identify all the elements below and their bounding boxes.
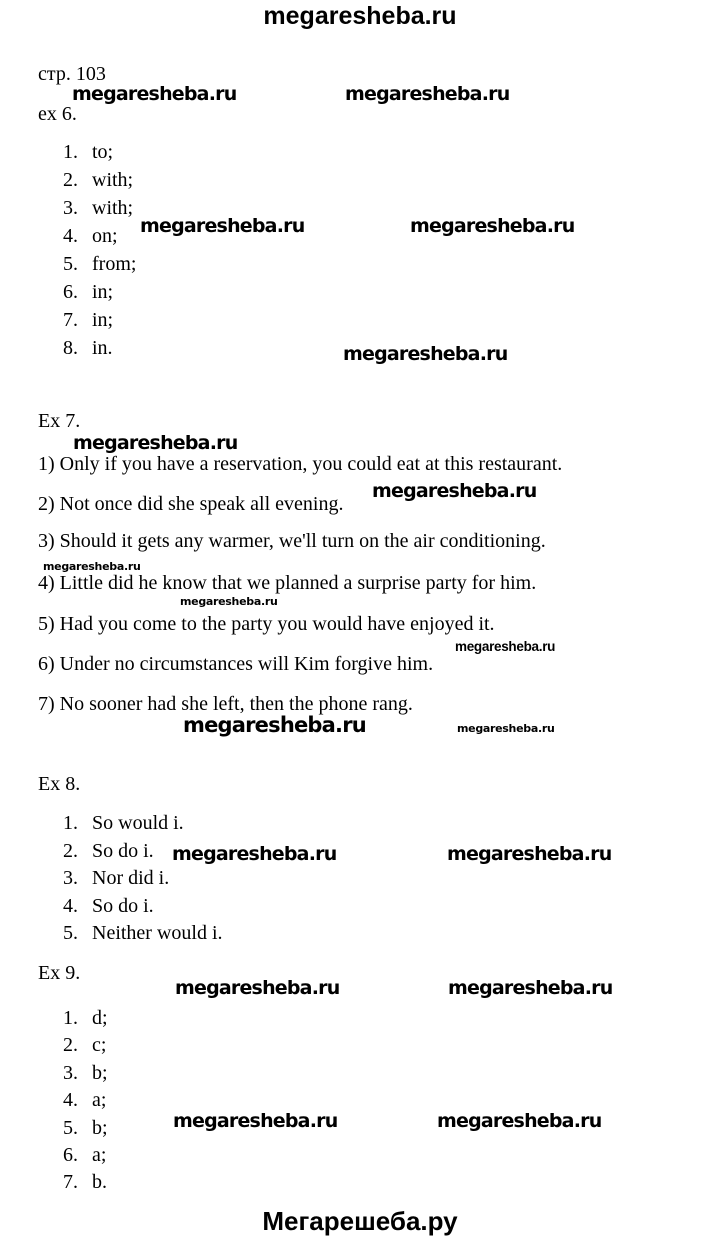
list-item-text: with; (92, 197, 134, 219)
sentence: 1) Only if you have a reservation, you could eat at this restaurant. (38, 453, 563, 475)
sentence: 7) No sooner had she left, then the phone rang. (38, 693, 413, 715)
list-item (63, 306, 136, 334)
list-item-number: 8. (63, 337, 78, 359)
list-item-number: 7. (63, 309, 78, 331)
watermark: megaresheba.ru (172, 843, 337, 865)
list-item-number: 1. (63, 141, 78, 163)
list-item-number: 6. (63, 1144, 78, 1167)
list-item-text: So do i. (92, 894, 154, 917)
list-item-number: 5. (63, 1116, 78, 1139)
list-item-number: 5. (63, 253, 78, 275)
list-item-text: b; (92, 1061, 108, 1084)
sentence: 4) Little did he know that we planned a surprise party for him. (38, 572, 537, 594)
list-item (63, 250, 136, 278)
list-item-text: in; (92, 309, 114, 331)
list-item-text: with; (92, 169, 134, 191)
list-item-number: 2. (63, 839, 78, 862)
watermark: megaresheba.ru (140, 215, 305, 237)
list-item (63, 1087, 108, 1114)
list-item-text: c; (92, 1034, 107, 1057)
list-item (63, 1115, 108, 1142)
site-watermark-header: megaresheba.ru (263, 2, 457, 30)
watermark: megaresheba.ru (343, 343, 508, 365)
list-item-number: 1. (63, 812, 78, 834)
list-item (63, 1142, 108, 1169)
exercise-6-heading: ex 6. (38, 103, 77, 125)
watermark: megaresheba.ru (457, 722, 555, 735)
exercise-9-list (63, 1005, 108, 1197)
list-item-text: Nor did i. (92, 867, 170, 889)
list-item-number: 2. (63, 169, 78, 191)
list-item (63, 1032, 108, 1059)
watermark: megaresheba.ru (173, 1110, 338, 1132)
watermark: megaresheba.ru (72, 83, 237, 105)
list-item-text: b. (92, 1171, 107, 1194)
list-item-number: 6. (63, 281, 78, 303)
list-item (63, 893, 223, 921)
watermark: megaresheba.ru (180, 595, 278, 608)
watermark: megaresheba.ru (73, 432, 238, 454)
exercise-6-list (63, 138, 136, 362)
list-item-number: 7. (63, 1171, 78, 1194)
list-item-text: So would i. (92, 812, 184, 834)
watermark: megaresheba.ru (43, 560, 141, 573)
list-item-text: a; (92, 1144, 107, 1167)
sentence: 2) Not once did she speak all evening. (38, 493, 344, 515)
list-item (63, 194, 136, 222)
list-item-number: 4. (63, 894, 78, 917)
list-item-text: in. (92, 337, 113, 359)
watermark: megaresheba.ru (183, 713, 366, 737)
page-reference: стр. 103 (38, 63, 106, 85)
list-item-number: 3. (63, 867, 78, 889)
exercise-8-list (63, 810, 223, 948)
watermark: megaresheba.ru (410, 215, 575, 237)
sentence: 3) Should it gets any warmer, we'll turn on the air conditioning. (38, 530, 546, 552)
list-item (63, 166, 136, 194)
watermark: megaresheba.ru (455, 639, 556, 654)
list-item (63, 138, 136, 166)
exercise-8-heading: Ex 8. (38, 773, 81, 795)
list-item-text: in; (92, 281, 114, 303)
list-item (63, 920, 223, 948)
list-item-number: 4. (63, 1089, 78, 1112)
footer-brand: Мегарешеба.ру (262, 1206, 458, 1236)
list-item-number: 2. (63, 1034, 78, 1057)
exercise-7-heading: Ex 7. (38, 410, 81, 432)
list-item-number: 3. (63, 1061, 78, 1084)
list-item-text: d; (92, 1007, 108, 1029)
list-item-text: from; (92, 253, 137, 275)
list-item (63, 1005, 108, 1032)
list-item (63, 810, 223, 838)
list-item-number: 5. (63, 922, 78, 944)
list-item-text: b; (92, 1116, 108, 1139)
watermark: megaresheba.ru (345, 83, 510, 105)
watermark: megaresheba.ru (175, 977, 340, 999)
watermark: megaresheba.ru (448, 977, 613, 999)
list-item (63, 1169, 108, 1196)
sentence: 5) Had you come to the party you would have enjoyed it. (38, 613, 495, 635)
list-item-number: 1. (63, 1007, 78, 1029)
list-item-text: So do i. (92, 839, 154, 862)
watermark: megaresheba.ru (372, 480, 537, 502)
list-item (63, 334, 136, 362)
list-item-text: on; (92, 225, 118, 247)
list-item-text: a; (92, 1089, 107, 1112)
list-item (63, 1060, 108, 1087)
watermark: megaresheba.ru (447, 843, 612, 865)
watermark: megaresheba.ru (437, 1110, 602, 1132)
list-item (63, 278, 136, 306)
list-item-number: 4. (63, 225, 78, 247)
list-item-text: Neither would i. (92, 922, 223, 944)
list-item (63, 222, 136, 250)
list-item-text: to; (92, 141, 114, 163)
list-item-number: 3. (63, 197, 78, 219)
list-item (63, 865, 223, 893)
sentence: 6) Under no circumstances will Kim forgive him. (38, 653, 434, 675)
exercise-9-heading: Ex 9. (38, 962, 81, 984)
